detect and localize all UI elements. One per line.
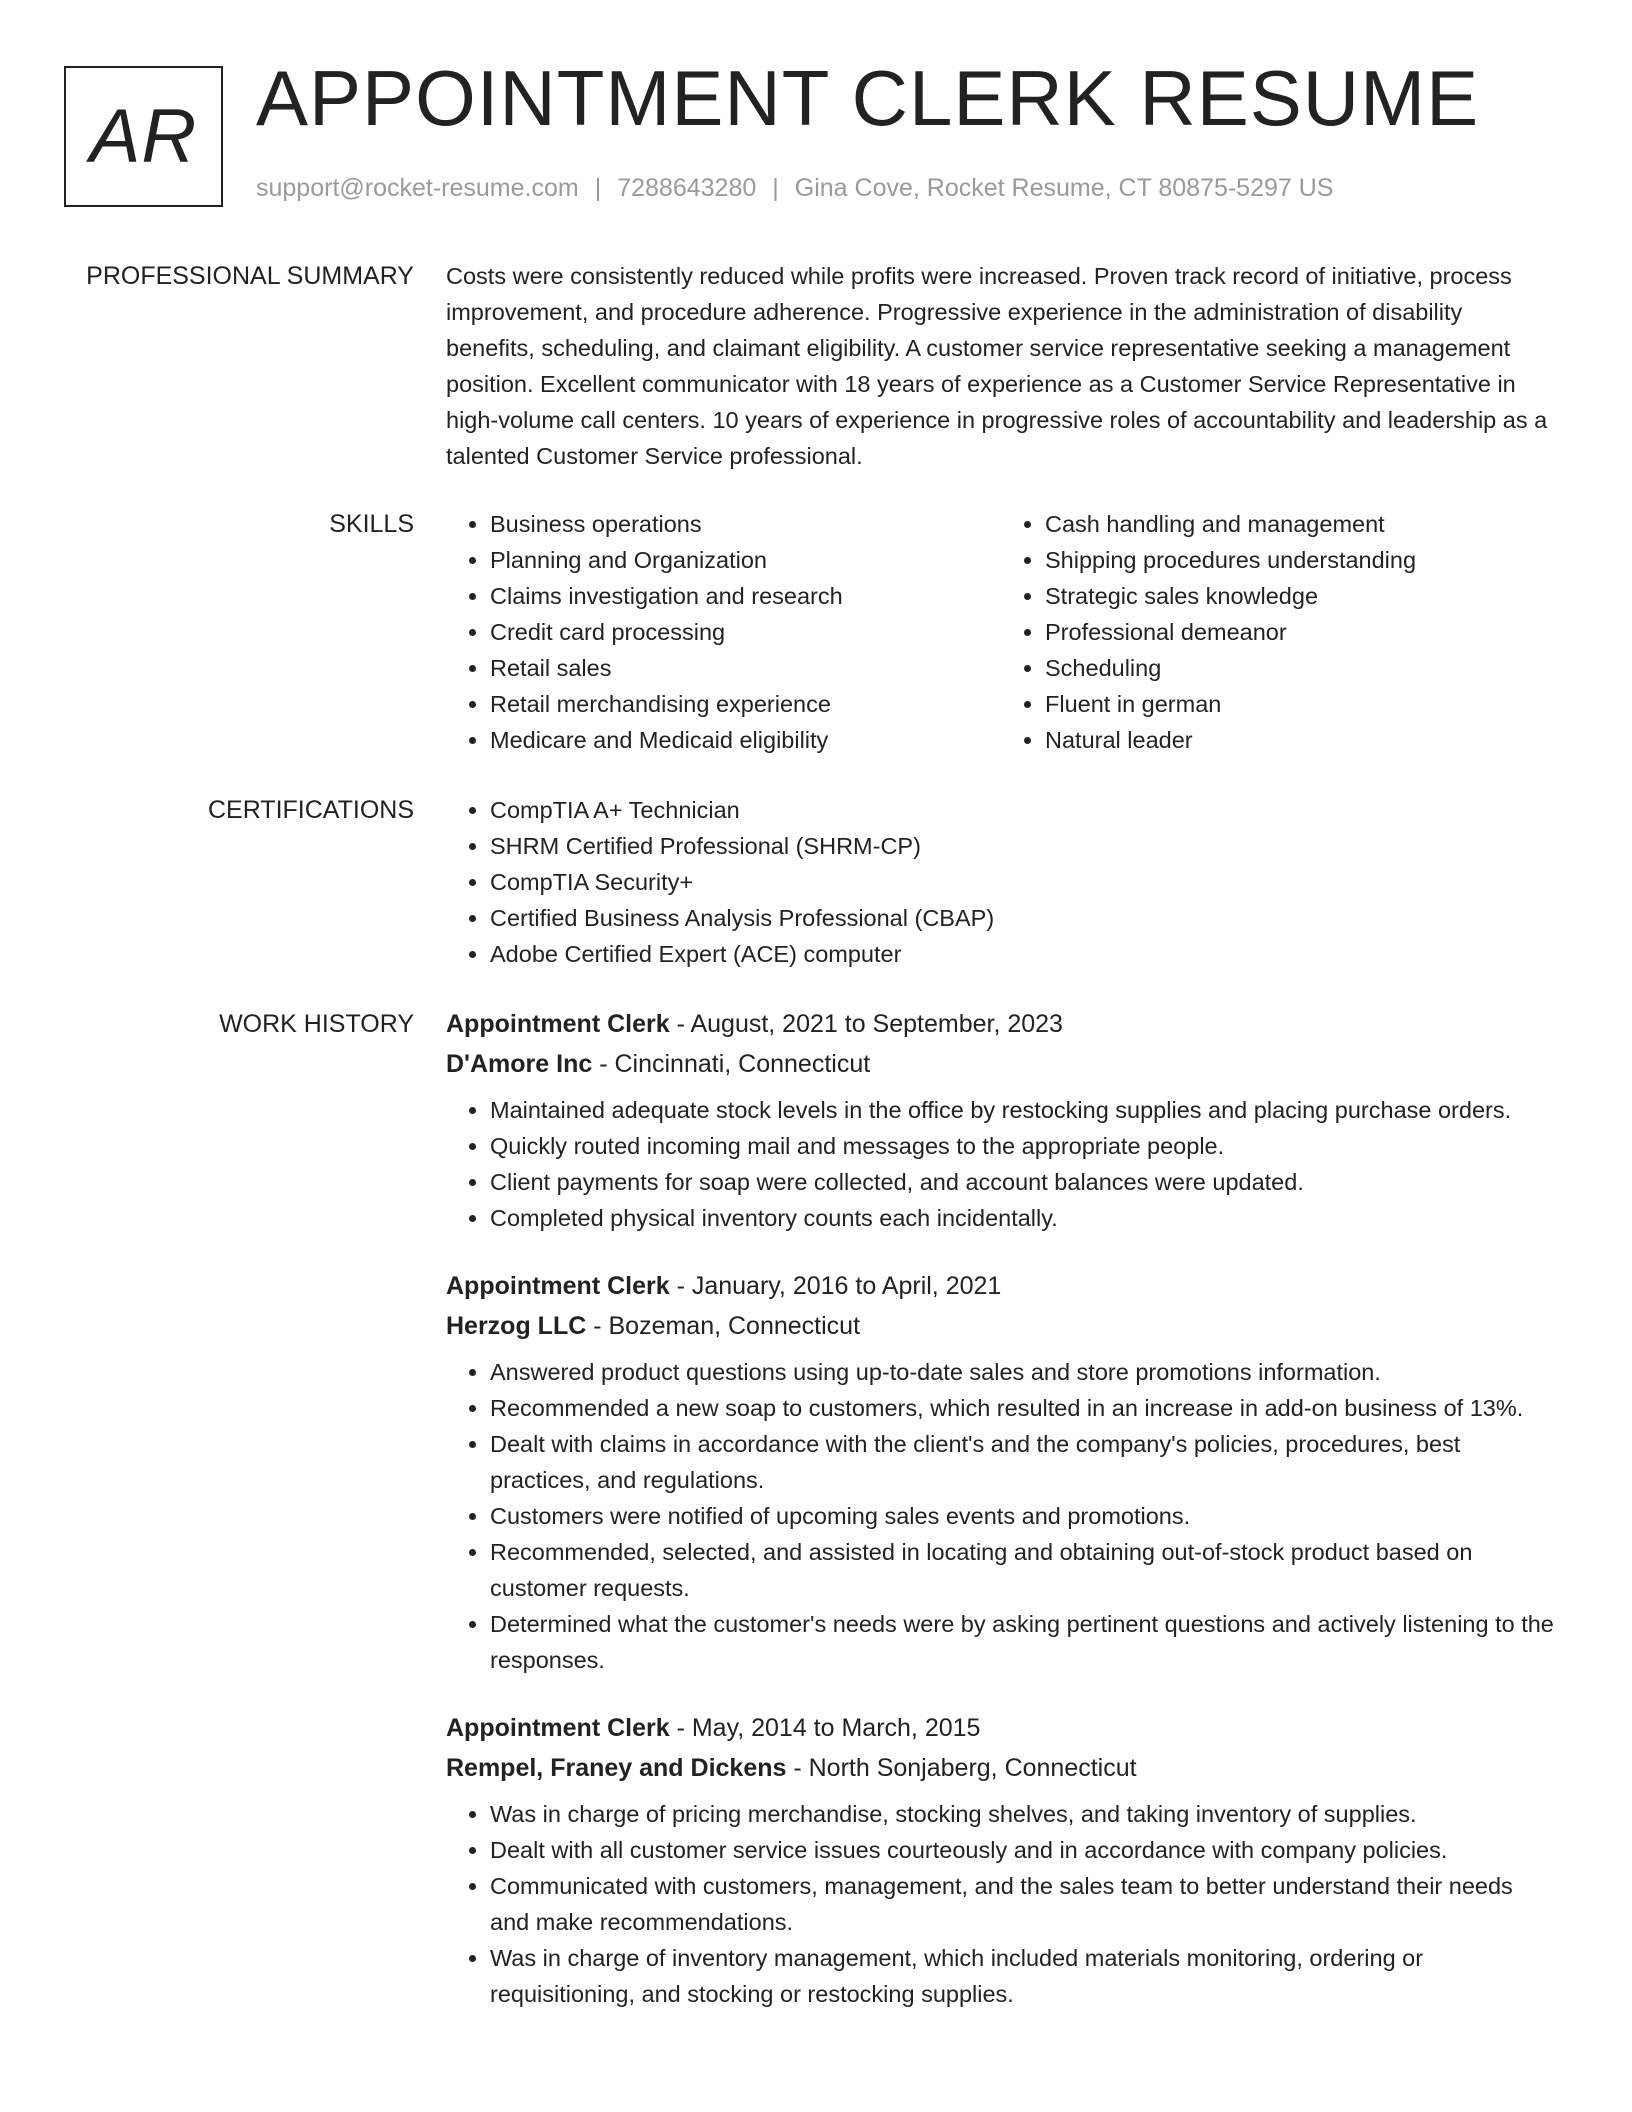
summary-text: Costs were consistently reduced while profits were increased. Proven track record of initiative, process improvement, and procedure adherence. Progressive experience in the administration of disability benefits, scheduling, and claimant eligibility. A customer service representative seeking a management position. Excellent communicator with 18 years of experience as a Customer Service Representative in high-volume call centers. 10 years of experience in progressive roles of accountability and leadership as a talented Customer Service professional. — [446, 263, 1548, 469]
job-entry — [446, 1266, 1556, 1678]
skill-item: • Natural leader — [1045, 722, 1556, 758]
job-location: - North Sonjaberg, Connecticut — [786, 1754, 1137, 1782]
job-duty: • Maintained adequate stock levels in the office by restocking supplies and placing purchase orders. — [490, 1092, 1556, 1128]
certification-item: • Certified Business Analysis Professional (CBAP) — [490, 900, 1556, 936]
work-history-body — [446, 1004, 1556, 2042]
skill-item: • Strategic sales knowledge — [1045, 578, 1556, 614]
job-title-line — [446, 1004, 1556, 1044]
job-title: Appointment Clerk — [446, 1714, 670, 1742]
resume-title: APPOINTMENT CLERK RESUME — [256, 54, 1480, 142]
contact-email: support@rocket-resume.com — [256, 174, 579, 202]
skill-item: • Professional demeanor — [1045, 614, 1556, 650]
summary-body — [446, 258, 1556, 474]
skill-item: • Scheduling — [1045, 650, 1556, 686]
contact-address: Gina Cove, Rocket Resume, CT 80875-5297 US — [794, 174, 1334, 202]
job-company: Herzog LLC — [446, 1312, 587, 1340]
job-company-line — [446, 1044, 1556, 1084]
job-duty: • Dealt with claims in accordance with the client's and the company's policies, procedures, best practices, and regulations. — [490, 1426, 1556, 1498]
skill-item: • Claims investigation and research — [490, 578, 1001, 614]
skill-item: • Cash handling and management — [1045, 506, 1556, 542]
contact-separator: | — [772, 174, 779, 202]
job-company-line — [446, 1306, 1556, 1346]
job-dates: - August, 2021 to September, 2023 — [669, 1010, 1063, 1038]
job-duty: • Recommended, selected, and assisted in locating and obtaining out-of-stock product based on customer requests. — [490, 1534, 1556, 1606]
job-company: D'Amore Inc — [446, 1050, 593, 1078]
initials-text: AR — [89, 94, 198, 179]
job-duty: • Determined what the customer's needs were by asking pertinent questions and actively listening to the responses. — [490, 1606, 1556, 1678]
job-company-line — [446, 1748, 1556, 1788]
skill-item: • Retail sales — [490, 650, 1001, 686]
skills-label: SKILLS — [329, 510, 414, 538]
skill-item: • Shipping procedures understanding — [1045, 542, 1556, 578]
contact-phone: 7288643280 — [617, 174, 757, 202]
certification-item: • CompTIA A+ Technician — [490, 792, 1556, 828]
job-dates: - May, 2014 to March, 2015 — [669, 1714, 981, 1742]
certification-item: • SHRM Certified Professional (SHRM-CP) — [490, 828, 1556, 864]
job-duty: • Was in charge of inventory management, which included materials monitoring, ordering or requisitioning, and stocking or restocking supplies. — [490, 1940, 1556, 2012]
job-location: - Cincinnati, Connecticut — [592, 1050, 871, 1078]
skill-item: • Planning and Organization — [490, 542, 1001, 578]
skill-item: • Retail merchandising experience — [490, 686, 1001, 722]
skill-item: • Medicare and Medicaid eligibility — [490, 722, 1001, 758]
certifications-body — [446, 792, 1556, 972]
job-dates: - January, 2016 to April, 2021 — [669, 1272, 1002, 1300]
contact-line — [256, 174, 1333, 203]
job-duty: • Dealt with all customer service issues courteously and in accordance with company policies. — [490, 1832, 1556, 1868]
job-duty: • Customers were notified of upcoming sales events and promotions. — [490, 1498, 1556, 1534]
certification-item: • Adobe Certified Expert (ACE) computer — [490, 936, 1556, 972]
job-duty: • Answered product questions using up-to-date sales and store promotions information. — [490, 1354, 1556, 1390]
initials-monogram — [64, 66, 223, 207]
job-title: Appointment Clerk — [446, 1272, 670, 1300]
job-duty: • Was in charge of pricing merchandise, stocking shelves, and taking inventory of supplies. — [490, 1796, 1556, 1832]
work-history-label: WORK HISTORY — [219, 1010, 414, 1038]
job-duty: • Completed physical inventory counts each incidentally. — [490, 1200, 1556, 1236]
job-entry — [446, 1708, 1556, 2012]
certifications-list — [446, 792, 1556, 972]
job-entry — [446, 1004, 1556, 1236]
job-duties-list — [446, 1796, 1556, 2012]
job-title-line — [446, 1708, 1556, 1748]
certifications-label: CERTIFICATIONS — [207, 796, 414, 824]
job-title-line — [446, 1266, 1556, 1306]
skills-list-right — [1001, 506, 1556, 758]
skill-item: • Business operations — [490, 506, 1001, 542]
skills-body — [446, 506, 1556, 758]
skill-item: • Fluent in german — [1045, 686, 1556, 722]
skills-list-left — [446, 506, 1001, 758]
job-title: Appointment Clerk — [446, 1010, 670, 1038]
job-duty: • Quickly routed incoming mail and messages to the appropriate people. — [490, 1128, 1556, 1164]
job-duty: • Client payments for soap were collected, and account balances were updated. — [490, 1164, 1556, 1200]
contact-separator: | — [594, 174, 602, 202]
summary-label: PROFESSIONAL SUMMARY — [86, 262, 414, 290]
job-duties-list — [446, 1092, 1556, 1236]
job-duty: • Communicated with customers, management, and the sales team to better understand their needs and make recommendations. — [490, 1868, 1556, 1940]
skill-item: • Credit card processing — [490, 614, 1001, 650]
job-duty: • Recommended a new soap to customers, which resulted in an increase in add-on business of 13%. — [490, 1390, 1556, 1426]
job-location: - Bozeman, Connecticut — [586, 1312, 861, 1340]
job-company: Rempel, Franey and Dickens — [446, 1754, 787, 1782]
certification-item: • CompTIA Security+ — [490, 864, 1556, 900]
job-duties-list — [446, 1354, 1556, 1678]
